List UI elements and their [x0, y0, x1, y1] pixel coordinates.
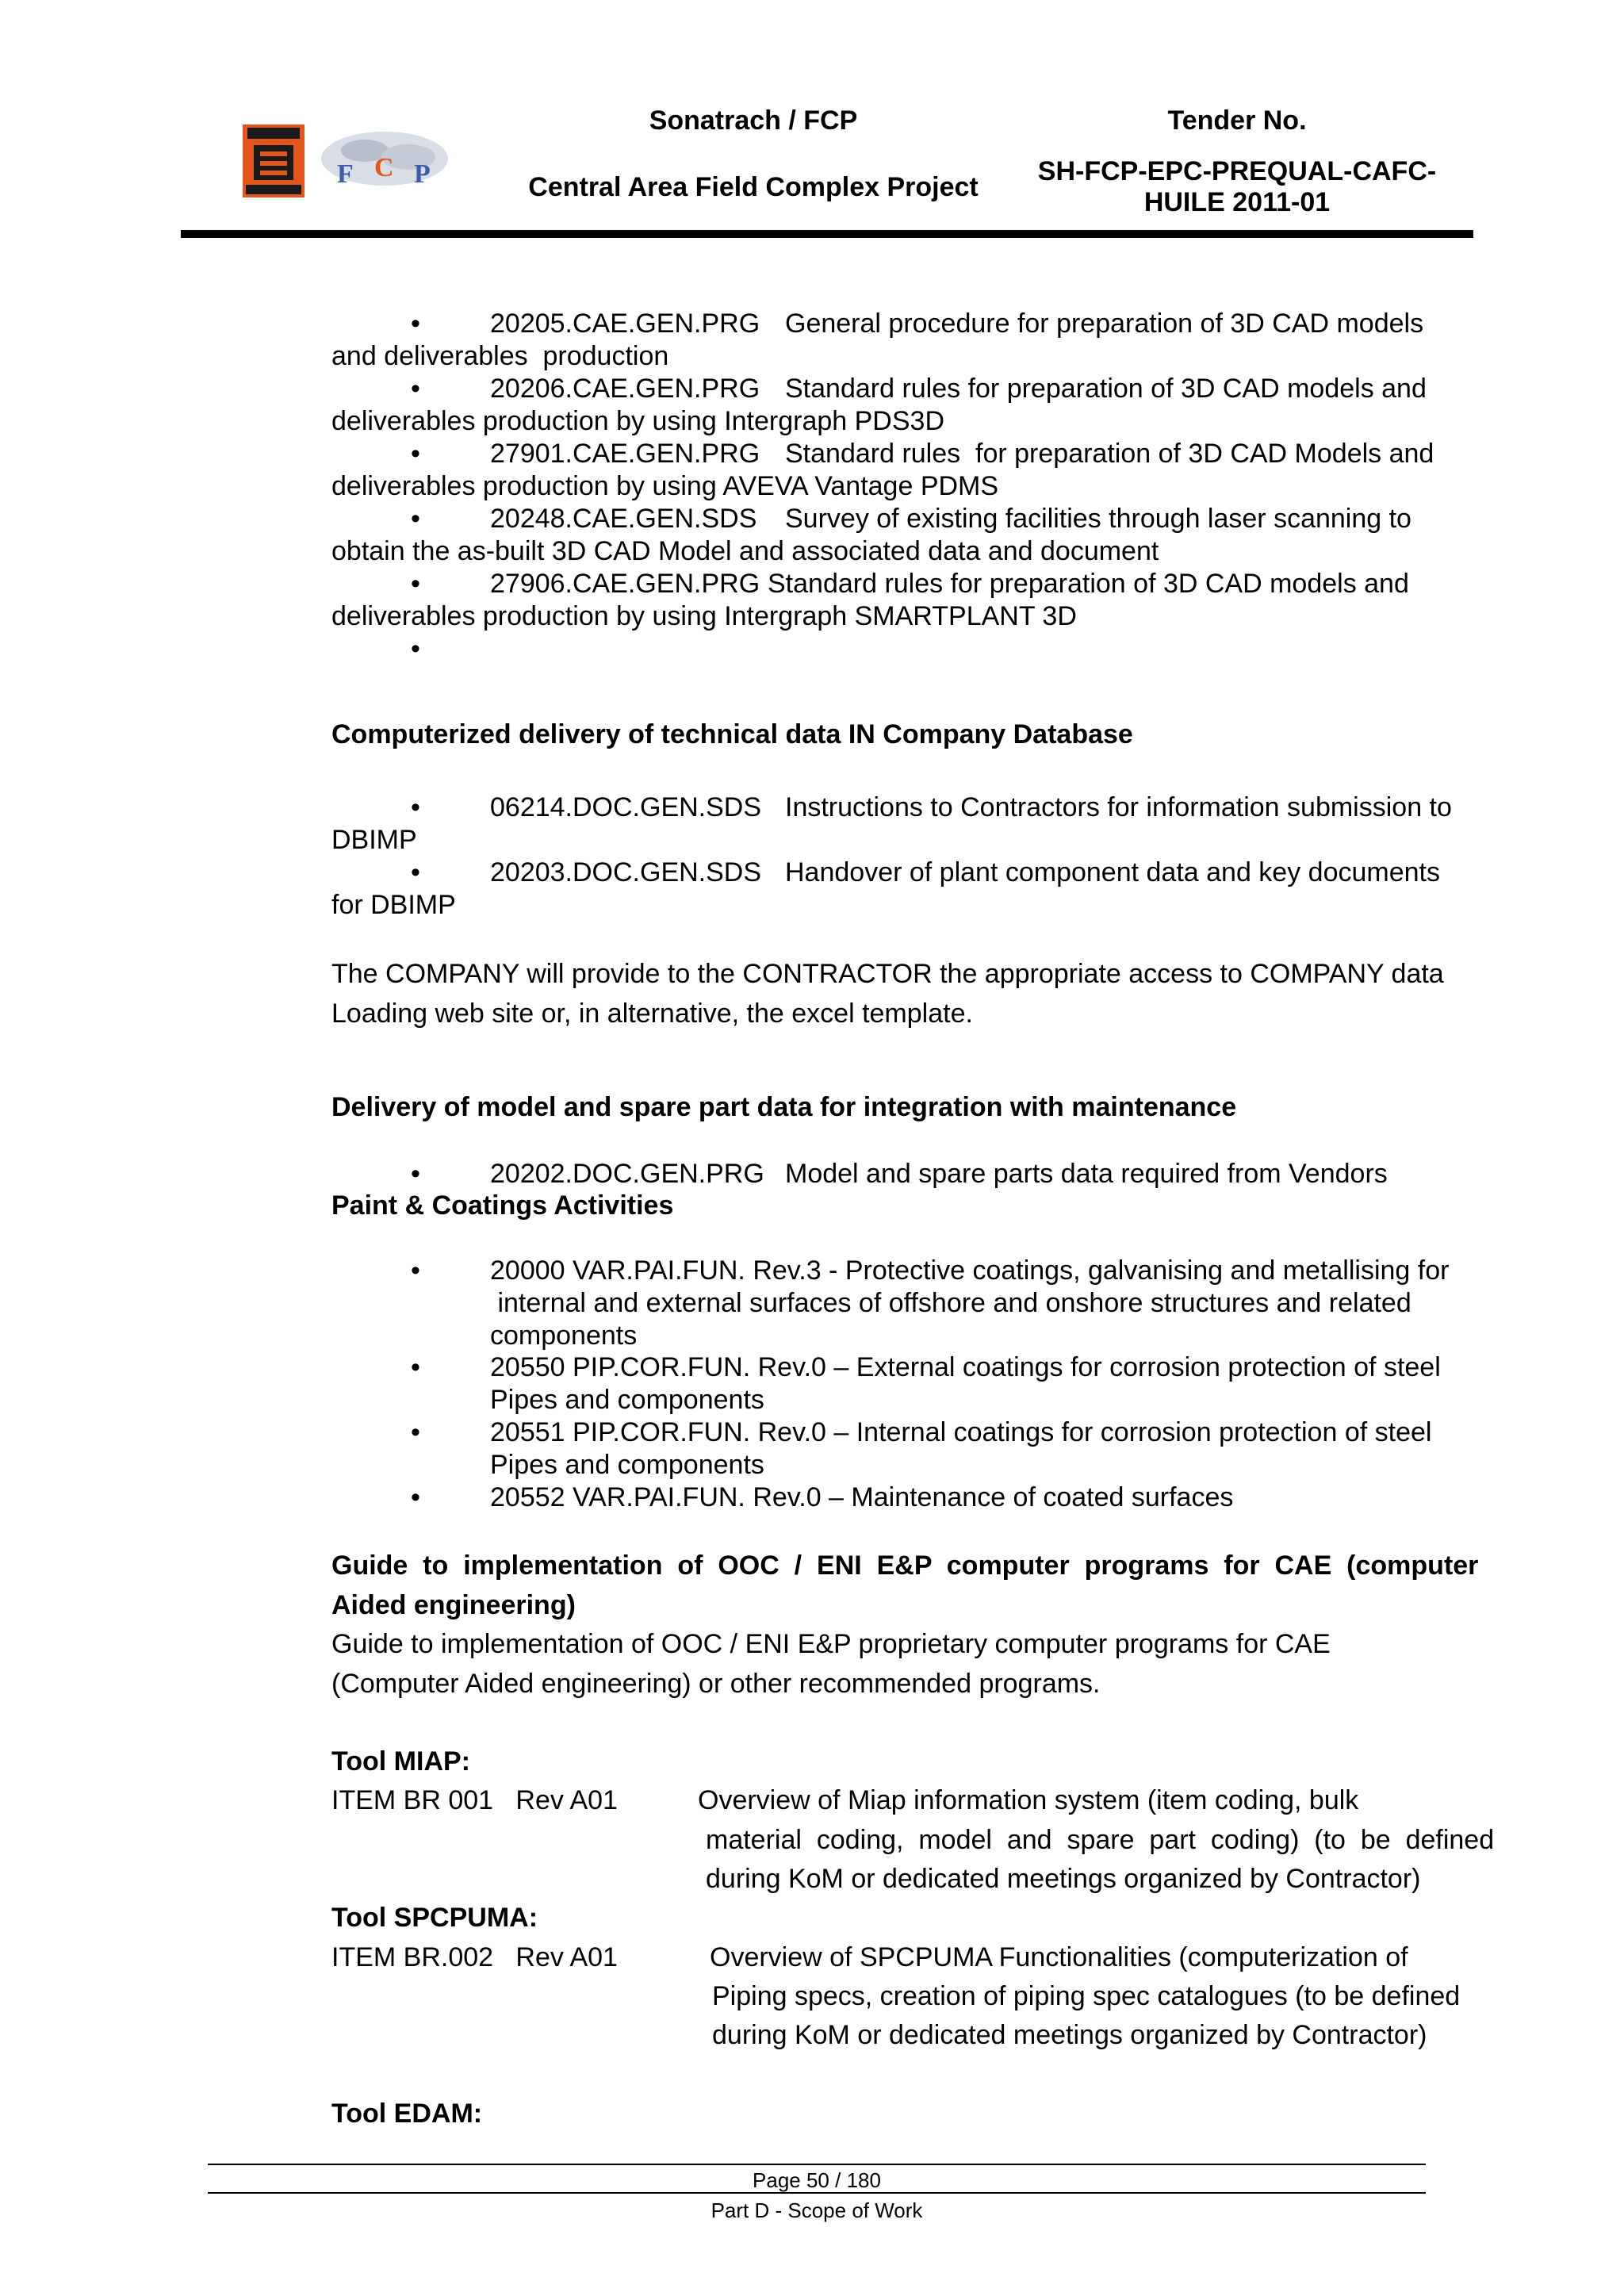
item-text: Standard rules for preparation of 3D CAD Models and: [785, 439, 1434, 469]
item-text-cont: internal and external surfaces of offshore and onshore structures and related: [490, 1288, 1411, 1318]
list-item-bullet: •: [411, 1255, 420, 1286]
tool-miap-desc-cont: material coding, model and spare part coding) (to be defined: [706, 1825, 1495, 1855]
item-text-cont: Pipes and components: [490, 1385, 764, 1415]
section-heading: Computerized delivery of technical data IN Company Database: [331, 719, 1133, 749]
sonatrach-logo: [243, 125, 304, 197]
svg-text:P: P: [414, 159, 431, 189]
tool-spcpuma-desc: Overview of SPCPUMA Functionalities (computerization of: [710, 1942, 1408, 1972]
paragraph-cont: (Computer Aided engineering) or other recommended programs.: [331, 1669, 1101, 1699]
section-heading: Paint & Coatings Activities: [331, 1190, 674, 1221]
section-heading-cont: Aided engineering): [331, 1590, 576, 1620]
paragraph: Guide to implementation of OOC / ENI E&P proprietary computer programs for CAE: [331, 1629, 1331, 1659]
list-item-bullet: •: [411, 504, 420, 534]
footer-rule-top: [208, 2164, 1426, 2165]
fcp-logo: [317, 127, 452, 198]
header-company: Sonatrach / FCP: [649, 105, 858, 136]
tool-spcpuma-title: Tool SPCPUMA:: [331, 1903, 538, 1933]
item-text-cont: for DBIMP: [331, 890, 456, 920]
item-text-cont: Pipes and components: [490, 1450, 764, 1480]
list-item-bullet: •: [411, 1352, 420, 1382]
list-item-bullet: •: [411, 309, 420, 339]
tool-spcpuma-desc-cont: during KoM or dedicated meetings organized by Contractor): [712, 2020, 1427, 2050]
list-item-bullet: •: [411, 792, 420, 822]
footer-page: Page 50 / 180: [753, 2168, 881, 2192]
item-text: 20552 VAR.PAI.FUN. Rev.0 – Maintenance of coated surfaces: [490, 1482, 1234, 1512]
list-item-bullet: •: [411, 569, 420, 599]
header-project: Central Area Field Complex Project: [528, 172, 979, 202]
header-rule: [181, 230, 1473, 238]
item-text: General procedure for preparation of 3D CAD models: [785, 309, 1424, 339]
item-text: Standard rules for preparation of 3D CAD models and: [768, 569, 1409, 599]
item-text: Survey of existing facilities through laser scanning to: [785, 504, 1411, 534]
section-heading: Guide to implementation of OOC / ENI E&P computer programs for CAE (computer: [331, 1550, 1479, 1581]
svg-text:C: C: [374, 153, 394, 182]
header-tender-label: Tender No.: [1167, 105, 1307, 136]
list-item-bullet: •: [411, 374, 420, 404]
item-code: 20206.CAE.GEN.PRG: [490, 374, 760, 404]
tool-miap-desc-cont: during KoM or dedicated meetings organized by Contractor): [706, 1864, 1421, 1894]
header-tender-no-line2: HUILE 2011-01: [1143, 187, 1331, 217]
list-item-bullet: •: [411, 1482, 420, 1512]
item-text-cont: components: [490, 1320, 638, 1351]
list-item-bullet: •: [411, 1159, 420, 1189]
item-text-cont: deliverables production by using Intergraph PDS3D: [331, 406, 945, 436]
footer-part: Part D - Scope of Work: [710, 2198, 923, 2222]
item-text: Handover of plant component data and key documents: [785, 857, 1440, 887]
item-code: 20203.DOC.GEN.SDS: [490, 857, 762, 887]
section-heading: Delivery of model and spare part data for integration with maintenance: [331, 1092, 1237, 1122]
item-text: 20550 PIP.COR.FUN. Rev.0 – External coatings for corrosion protection of steel: [490, 1352, 1441, 1382]
item-text-cont: and deliverables production: [331, 341, 669, 371]
item-text-cont: deliverables production by using Intergraph SMARTPLANT 3D: [331, 601, 1077, 631]
list-item-bullet: •: [411, 857, 420, 887]
footer-rule-bottom: [208, 2192, 1426, 2194]
item-code: 20248.CAE.GEN.SDS: [490, 504, 757, 534]
tool-spcpuma-desc-cont: Piping specs, creation of piping spec catalogues (to be defined: [712, 1981, 1461, 2011]
item-text-cont: obtain the as-built 3D CAD Model and associated data and document: [331, 536, 1159, 566]
item-text: Standard rules for preparation of 3D CAD models and: [785, 374, 1427, 404]
header-tender-no-line1: SH-FCP-EPC-PREQUAL-CAFC-: [1037, 156, 1437, 186]
item-code: 20205.CAE.GEN.PRG: [490, 309, 760, 339]
item-text: 20551 PIP.COR.FUN. Rev.0 – Internal coatings for corrosion protection of steel: [490, 1417, 1432, 1447]
item-code: 20202.DOC.GEN.PRG: [490, 1159, 764, 1189]
item-code: 27901.CAE.GEN.PRG: [490, 439, 760, 469]
item-text: Instructions to Contractors for information submission to: [785, 792, 1452, 822]
list-item-bullet: •: [411, 1417, 420, 1447]
item-text-cont: DBIMP: [331, 825, 417, 855]
tool-edam-title: Tool EDAM:: [331, 2099, 483, 2129]
tool-miap-desc: Overview of Miap information system (item coding, bulk: [698, 1785, 1359, 1815]
tool-miap-title: Tool MIAP:: [331, 1746, 470, 1777]
item-code: 27906.CAE.GEN.PRG: [490, 569, 760, 599]
item-text: 20000 VAR.PAI.FUN. Rev.3 - Protective coatings, galvanising and metallising for: [490, 1255, 1450, 1286]
svg-text:F: F: [337, 159, 354, 189]
paragraph: The COMPANY will provide to the CONTRACTOR the appropriate access to COMPANY data: [331, 959, 1444, 989]
item-code: 06214.DOC.GEN.SDS: [490, 792, 762, 822]
paragraph-cont: Loading web site or, in alternative, the excel template.: [331, 999, 973, 1029]
list-item-bullet: •: [411, 634, 420, 664]
tool-miap-item: ITEM BR 001 Rev A01: [331, 1785, 618, 1815]
item-text-cont: deliverables production by using AVEVA Vantage PDMS: [331, 471, 999, 501]
item-text: Model and spare parts data required from Vendors: [785, 1159, 1388, 1189]
tool-spcpuma-item: ITEM BR.002 Rev A01: [331, 1942, 618, 1972]
list-item-bullet: •: [411, 439, 420, 469]
